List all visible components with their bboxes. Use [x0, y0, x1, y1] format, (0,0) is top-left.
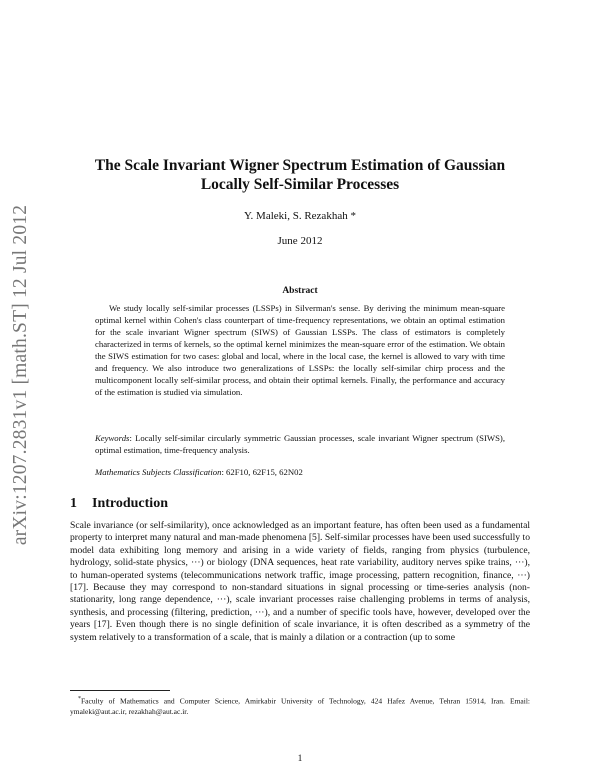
abstract-heading: Abstract: [282, 286, 318, 296]
msc-classification: [95, 466, 505, 478]
paper-title: The Scale Invariant Wigner Spectrum Estimation of Gaussian Locally Self-Similar Processes: [94, 157, 506, 193]
keywords-text: : Locally self-similar circularly symmetric Gaussian processes, scale invariant Wigner spectrum (SIWS), optimal estimation, time-frequency analysis.: [95, 433, 505, 455]
msc-text: : 62F10, 62F15, 62N02: [221, 467, 303, 477]
keywords: [95, 432, 505, 456]
authors: Y. Maleki, S. Rezakhah *: [244, 210, 356, 222]
section-title: Introduction: [92, 496, 168, 511]
footnote: [70, 694, 530, 718]
abstract-body: We study locally self-similar processes (LSSPs) in Silverman's sense. By deriving the minimum mean-square optimal kernel within Cohen's class counterpart of time-frequency representations, we obtain an optimal estimation for the scale invariant Wigner spectrum (SIWS) of Gaussian LSSPs. The class of estimators is completely characterized in terms of kernels, so the optimal kernel minimizes the mean-square error of the estimation. We obtain the SIWS estimation for two cases: global and local, where in the local case, the kernel is allowed to vary with time and frequency. We also introduce two generalizations of LSSPs: the locally self-similar chirp process and the multicomponent locally self-similar process, and obtain their optimal kernels. Finally, the performance and accuracy of the estimation is studied via simulation.: [95, 303, 505, 397]
keywords-label: Keywords: [95, 433, 130, 443]
section-heading: [70, 496, 168, 512]
section-number: 1: [70, 496, 77, 511]
arxiv-identifier: arXiv:1207.2831v1 [math.ST] 12 Jul 2012: [10, 204, 32, 546]
msc-label: Mathematics Subjects Classification: [95, 467, 222, 477]
footnote-divider: [70, 690, 170, 691]
page-number: 1: [297, 754, 303, 764]
introduction-paragraph: Scale invariance (or self-similarity), once acknowledged as an important feature, has often been used as a fundamental property to interpret many natural and man-made phenomena [5]. Self-similar processes have been used successfully to model data exhibiting long memory and arising in a wide variety of fields, ranging from physics (turbulence, hydrology, solid-state physics, ···) or biology (DNA sequences, heat rate variability, auditory nerves spike trains, ···), to human-operated systems (telecommunications network traffic, image processing, pattern recognition, finance, ···) [17]. Because they may correspond to non-standard situations in signal processing or time-series analysis (non-stationarity, long range dependence, ···), scale invariant processes raise challenging problems in terms of analysis, synthesis, and processing (filtering, prediction, ···), and a number of specific tools have, however, developed over the years [17]. Even though there is no single definition of scale invariance, it is often described as a symmetry of the system relatively to a transformation of a scale, that is mainly a dilation or a contraction (up to some: [70, 520, 530, 643]
footnote-text: Faculty of Mathematics and Computer Science, Amirkabir University of Technology, 424 Hafez Avenue, Tehran 15914, Iran. Email: ymaleki@aut.ac.ir, rezakhah@aut.ac.ir.: [70, 696, 530, 716]
footnote-mark: *: [78, 696, 81, 702]
publication-date: June 2012: [277, 235, 323, 247]
